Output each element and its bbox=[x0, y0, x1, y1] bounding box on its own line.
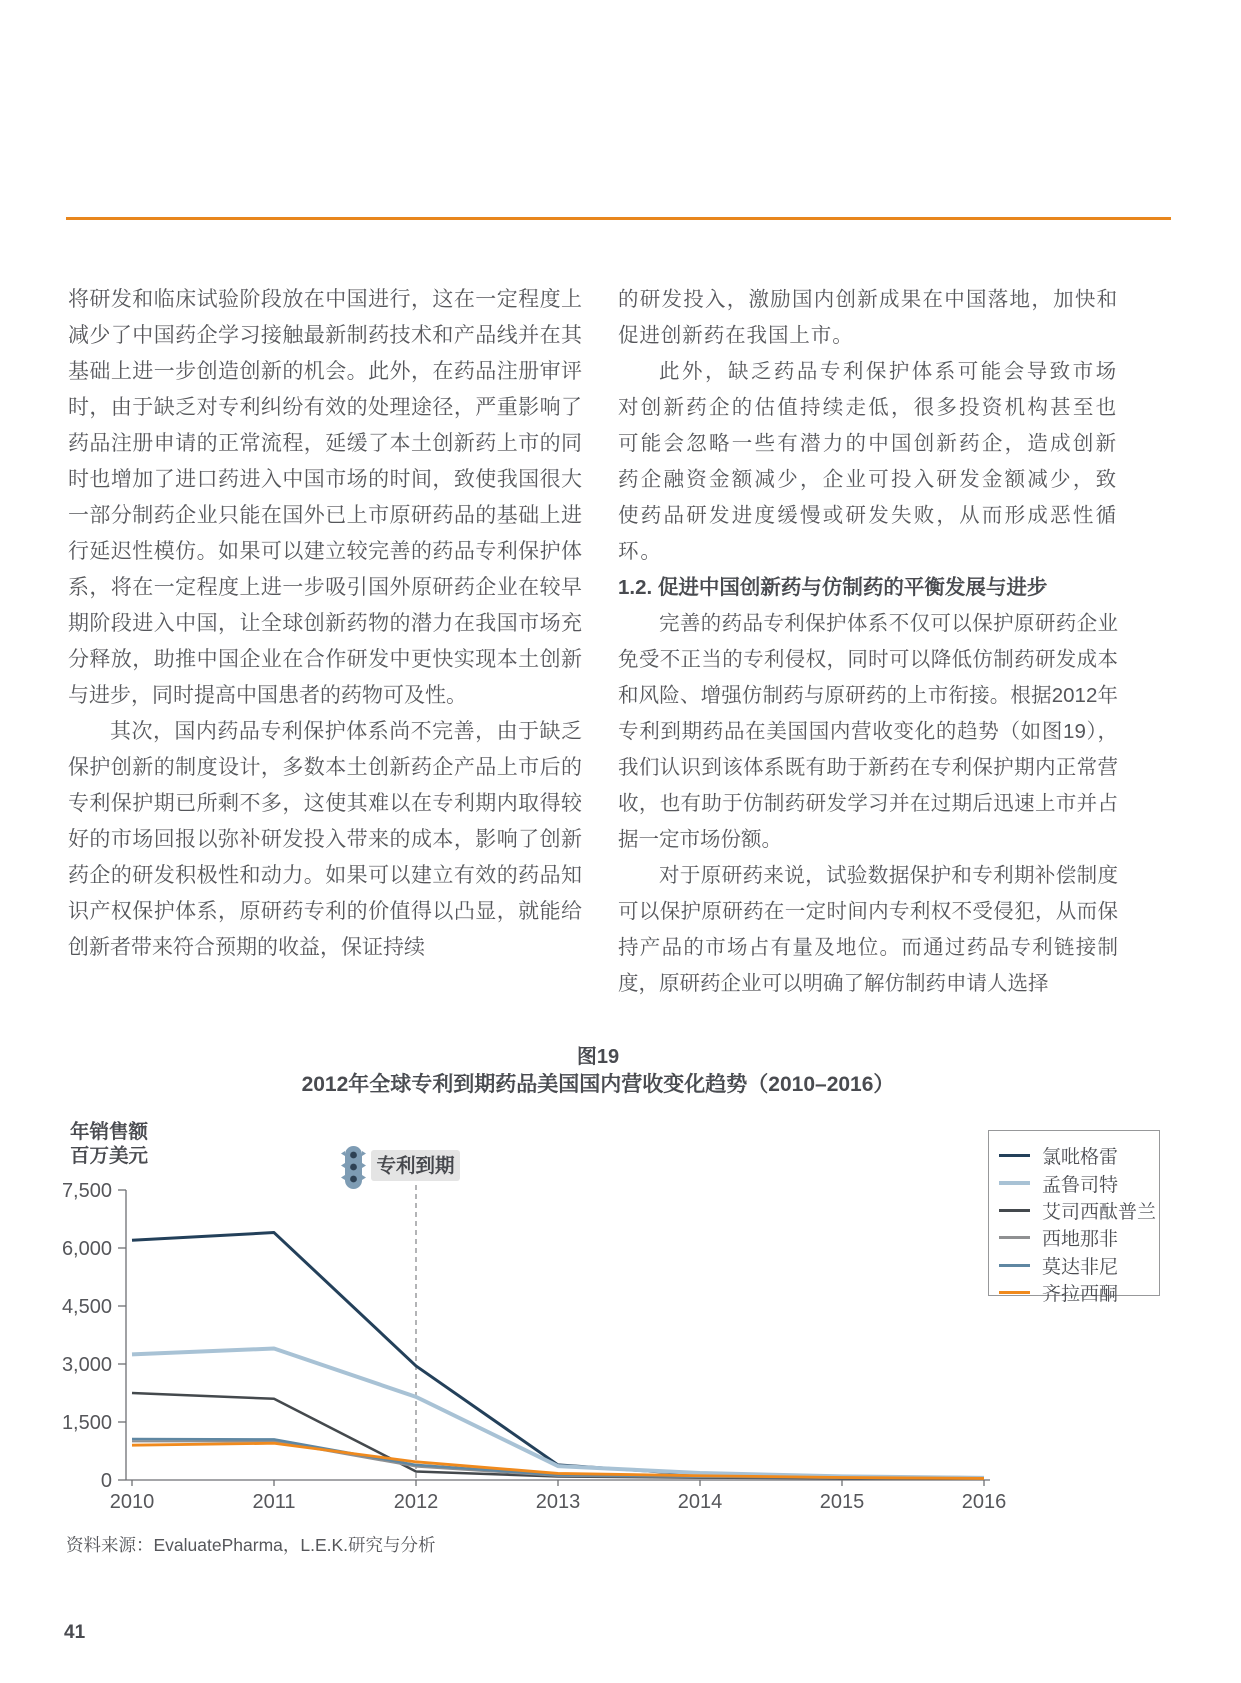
x-tick-label: 2013 bbox=[535, 1491, 581, 1513]
section-heading: 1.2. 促进中国创新药与仿制药的平衡发展与进步 bbox=[618, 576, 1048, 599]
x-tick-label: 2010 bbox=[109, 1491, 155, 1513]
legend-item bbox=[999, 1197, 1159, 1224]
traffic-light-icon bbox=[362, 1151, 366, 1156]
x-tick-label: 2011 bbox=[252, 1491, 296, 1513]
chart-legend bbox=[988, 1130, 1160, 1306]
legend-label: 氯吡格雷 bbox=[1042, 1147, 1119, 1169]
legend-item bbox=[999, 1252, 1159, 1279]
body-paragraph: 将研发和临床试验阶段放在中国进行，这在一定程度上减少了中国药企学习接触最新制药技术和产品线并在其基础上进一步创造创新的机会。此外，在药品注册审评时，由于缺乏对专利纠纷有效的处理途径，严重影响了药品注册申请的正常流程，延缓了本土创新药上市的同时也增加了进口药进入中国市场的时间，致使我国很大一部分制药企业只能在国外已上市原研药品的基础上进行延迟性模仿。如果可以建立较完善的药品专利保护体系，将在一定程度上进一步吸引国外原研药企业在较早期阶段进入中国，让全球创新药物的潜力在我国市场充分释放，助推中国企业在合作研发中更快实现本土创新与进步，同时提高中国患者的药物可及性。 bbox=[68, 288, 582, 707]
legend-swatch bbox=[999, 1154, 1030, 1157]
traffic-light-icon bbox=[350, 1176, 357, 1183]
page-number: 41 bbox=[64, 1622, 86, 1643]
body-paragraph: 其次，国内药品专利保护体系尚不完善，由于缺乏保护创新的制度设计，多数本土创新药企产品上市后的专利保护期已所剩不多，这使其难以在专利期内取得较好的市场回报以弥补研发投入带来的成本，影响了创新药企的研发积极性和动力。如果可以建立有效的药品知识产权保护体系，原研药专利的价值得以凸显，就能给创新者带来符合预期的收益，保证持续 bbox=[68, 720, 582, 959]
legend-label: 西地那非 bbox=[1042, 1229, 1119, 1251]
x-tick-label: 2014 bbox=[677, 1491, 723, 1513]
traffic-light-icon bbox=[362, 1163, 366, 1168]
legend-label: 齐拉西酮 bbox=[1042, 1284, 1119, 1306]
x-tick-label: 2016 bbox=[961, 1491, 1007, 1513]
legend-swatch bbox=[999, 1264, 1030, 1267]
traffic-light-icon bbox=[350, 1164, 357, 1171]
traffic-light-icon bbox=[341, 1175, 345, 1180]
legend-item bbox=[999, 1279, 1159, 1306]
body-paragraph: 完善的药品专利保护体系不仅可以保护原研药企业免受不正当的专利侵权，同时可以降低仿制药研发成本和风险、增强仿制药与原研药的上市衔接。根据2012年专利到期药品在美国国内营收变化的趋势（如图19），我们认识到该体系既有助于新药在专利保护期内正常营收，也有助于仿制药研发学习并在过期后迅速上市并占据一定市场份额。 bbox=[618, 612, 1118, 851]
legend-item bbox=[999, 1142, 1159, 1169]
legend-label: 艾司西酞普兰 bbox=[1042, 1201, 1157, 1223]
legend-item bbox=[999, 1224, 1159, 1251]
y-tick-label: 3,000 bbox=[61, 1354, 112, 1376]
traffic-light-icon bbox=[362, 1175, 366, 1180]
legend-label: 莫达非尼 bbox=[1042, 1256, 1119, 1278]
traffic-light-icon bbox=[350, 1152, 357, 1159]
patent-expiry-label-text: 专利到期 bbox=[376, 1155, 455, 1177]
source-note: 资料来源：EvaluatePharma，L.E.K.研究与分析 bbox=[66, 1535, 436, 1555]
x-tick-label: 2015 bbox=[819, 1491, 865, 1513]
y-axis-title: 年销售额 bbox=[70, 1121, 149, 1143]
series-line-1 bbox=[132, 1349, 984, 1478]
legend-swatch bbox=[999, 1209, 1030, 1212]
legend-swatch bbox=[999, 1181, 1030, 1185]
figure-title: 2012年全球专利到期药品美国国内营收变化趋势（2010–2016） bbox=[301, 1073, 895, 1096]
y-axis-title: 百万美元 bbox=[70, 1145, 149, 1167]
y-tick-label: 1,500 bbox=[61, 1412, 112, 1434]
y-tick-label: 7,500 bbox=[61, 1180, 112, 1202]
traffic-light-icon bbox=[341, 1163, 345, 1168]
legend-item bbox=[999, 1169, 1159, 1196]
y-tick-label: 0 bbox=[100, 1470, 112, 1492]
y-tick-label: 6,000 bbox=[61, 1238, 112, 1260]
legend-label: 孟鲁司特 bbox=[1042, 1174, 1119, 1196]
y-tick-label: 4,500 bbox=[61, 1296, 112, 1318]
text-column-left bbox=[68, 282, 582, 966]
x-tick-label: 2012 bbox=[393, 1491, 439, 1513]
body-paragraph: 的研发投入，激励国内创新成果在中国落地，加快和促进创新药在我国上市。 bbox=[618, 288, 1118, 347]
text-column-right bbox=[618, 282, 1118, 1002]
series-line-5 bbox=[132, 1443, 984, 1478]
legend-swatch bbox=[999, 1236, 1030, 1239]
header-rule bbox=[66, 217, 1171, 220]
traffic-light-icon bbox=[341, 1151, 345, 1156]
figure-label: 图19 bbox=[576, 1046, 620, 1068]
body-paragraph: 对于原研药来说，试验数据保护和专利期补偿制度可以保护原研药在一定时间内专利权不受侵犯，从而保持产品的市场占有量及地位。而通过药品专利链接制度，原研药企业可以明确了解仿制药申请人选择 bbox=[618, 864, 1118, 995]
body-paragraph: 此外，缺乏药品专利保护体系可能会导致市场对创新药企的估值持续走低，很多投资机构甚至也可能会忽略一些有潜力的中国创新药企，造成创新药企融资金额减少，企业可投入研发金额减少，致使药品研发进度缓慢或研发失败，从而形成恶性循环。 bbox=[618, 360, 1118, 563]
legend-swatch bbox=[999, 1291, 1030, 1294]
